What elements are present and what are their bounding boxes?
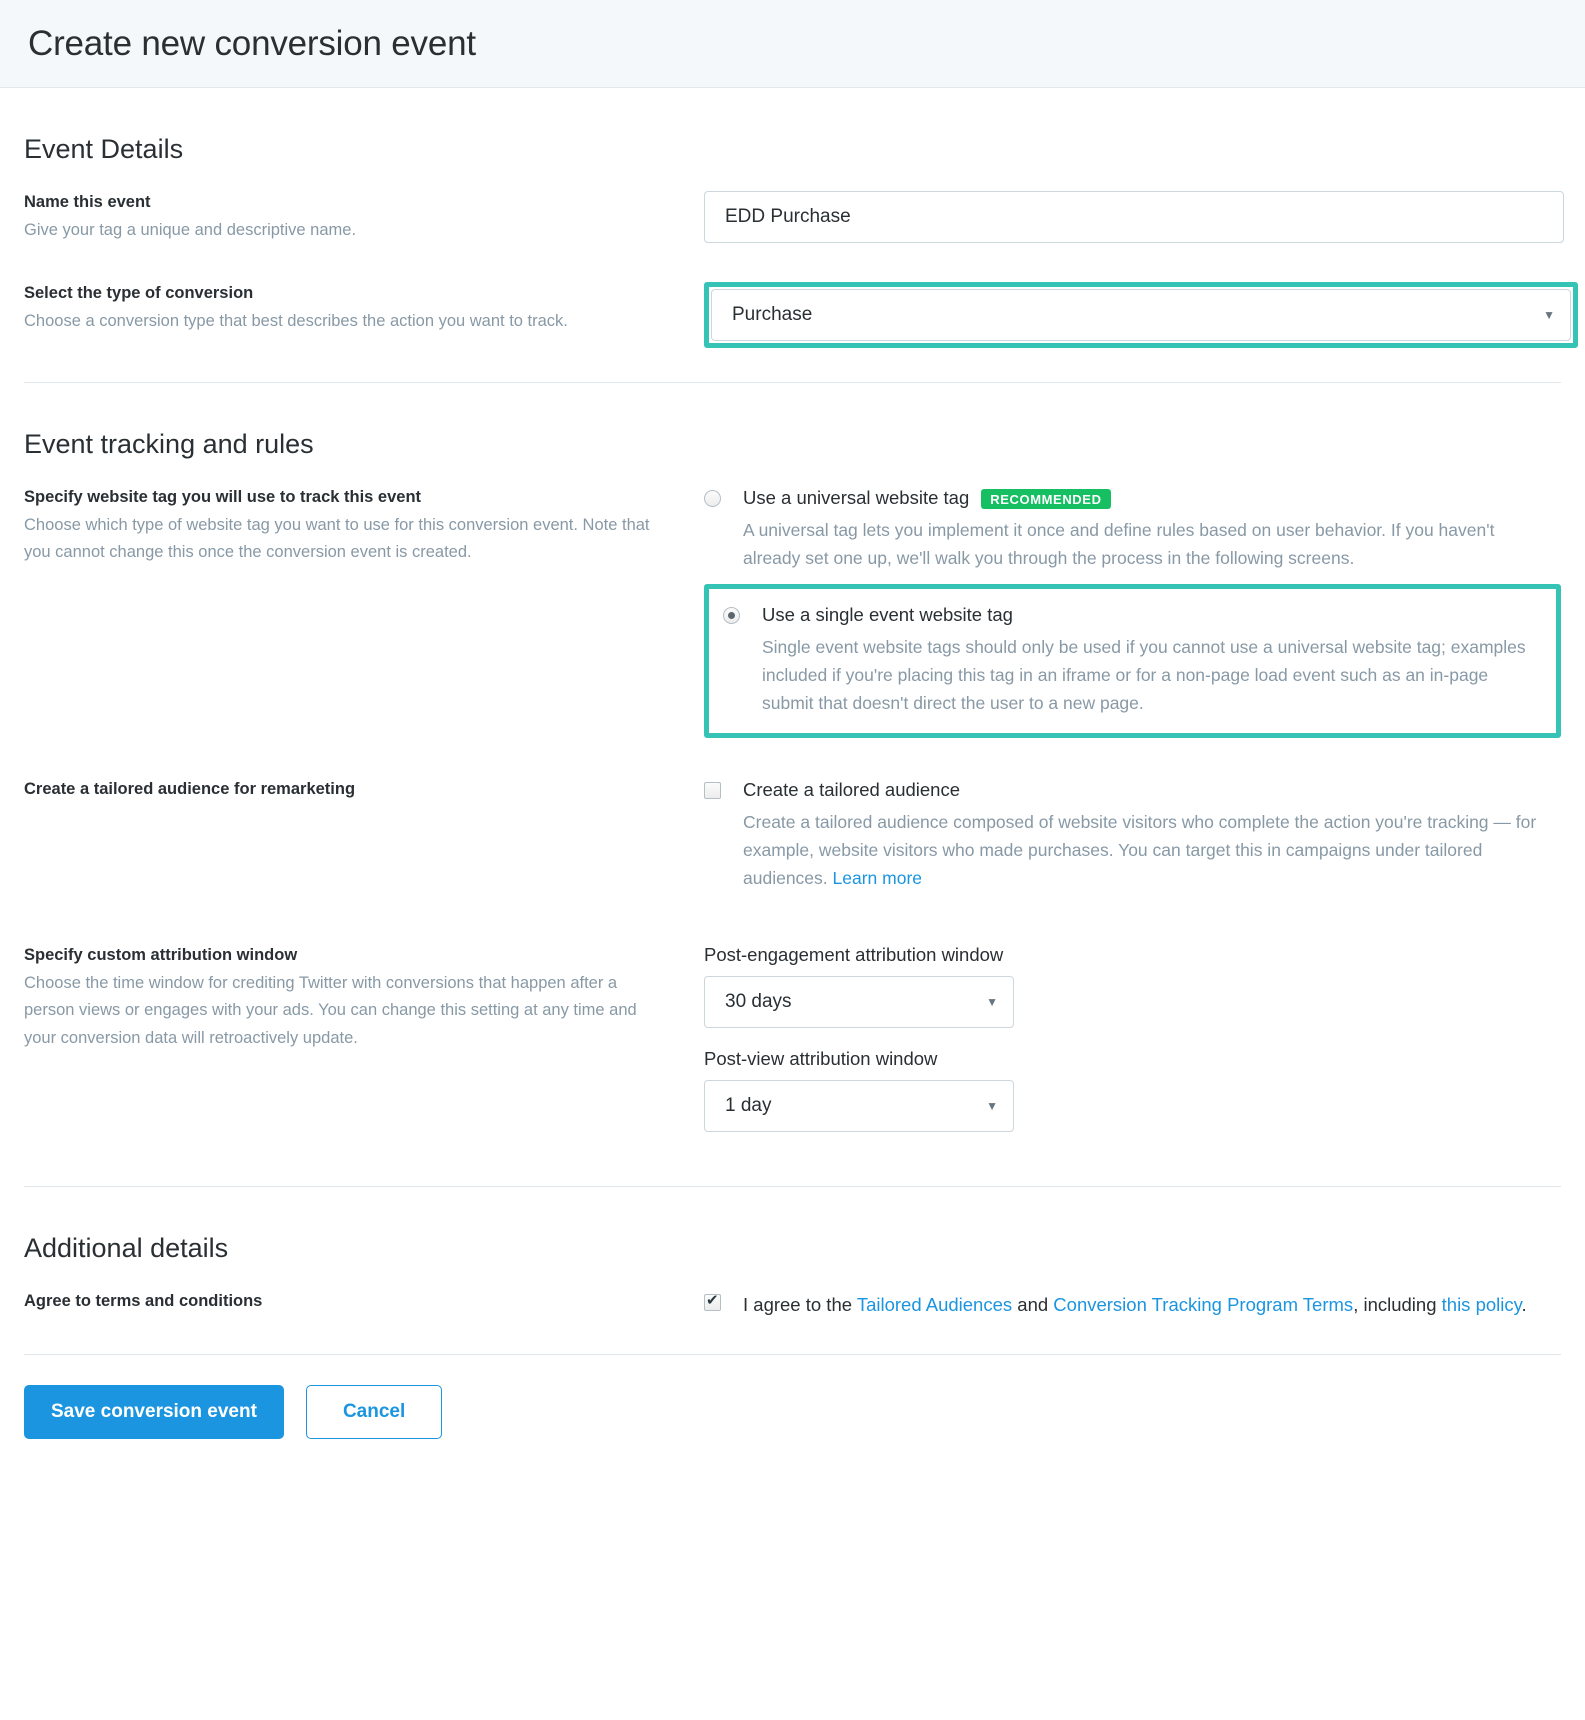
conversion-type-label: Select the type of conversion [24, 284, 254, 303]
website-tag-label-group [24, 486, 704, 566]
post-view-label: Post-view attribution window [704, 1048, 938, 1070]
row-tailored-audience [24, 778, 1561, 892]
tailored-audience-description-text: Create a tailored audience composed of website visitors who complete the action you're tracking — for example, website visitors who made purchases. You can target this in campaigns under tailored audiences. [743, 812, 1537, 888]
page-content [0, 134, 1585, 1355]
conversion-type-label-group [24, 282, 704, 335]
terms-text-1: I agree to the [743, 1294, 857, 1316]
section-title-tracking-rules: Event tracking and rules [24, 429, 314, 460]
single-event-tag-highlight [704, 584, 1561, 738]
conversion-type-select-wrap[interactable] [711, 289, 1571, 341]
event-name-input[interactable] [704, 191, 1564, 243]
post-view-select-wrap[interactable] [704, 1080, 1014, 1132]
post-engagement-label: Post-engagement attribution window [704, 944, 1004, 966]
row-name-this-event [24, 191, 1561, 244]
terms-field-group [704, 1290, 1561, 1320]
checkbox-option-tailored-audience[interactable] [704, 778, 1561, 892]
post-engagement-select[interactable] [704, 976, 1014, 1028]
tailored-audience-option-title: Create a tailored audience [743, 779, 961, 801]
chevron-down-icon: ▼ [986, 995, 998, 1010]
row-website-tag [24, 486, 1561, 738]
section-title-event-details: Event Details [24, 134, 184, 164]
section-title-additional-details: Additional details [24, 1233, 229, 1264]
tailored-audience-description [743, 809, 1543, 892]
status-badge-recommended: RECOMMENDED [981, 489, 1110, 509]
terms-text [743, 1290, 1527, 1320]
terms-label: Agree to terms and conditions [24, 1292, 263, 1311]
name-event-label-group [24, 191, 704, 244]
row-terms [24, 1290, 1561, 1320]
single-event-tag-body [762, 603, 1540, 717]
post-view-group [704, 1048, 1561, 1132]
post-engagement-value: 30 days [725, 991, 792, 1013]
checkbox-tailored-audience[interactable] [704, 782, 721, 799]
conversion-tracking-terms-link[interactable]: Conversion Tracking Program Terms [1053, 1294, 1354, 1316]
terms-text-3: , including [1353, 1294, 1442, 1316]
single-event-tag-description: Single event website tags should only be used if you cannot use a universal website tag; examples included if you're placing this tag in an iframe or for a non-page load event such as an in-page submit that doesn't direct the user to a new page. [762, 637, 1526, 713]
save-conversion-event-button[interactable]: Save conversion event [24, 1385, 284, 1439]
chevron-down-icon: ▼ [1543, 308, 1555, 323]
name-event-field-group [704, 191, 1564, 243]
divider-1 [24, 382, 1561, 383]
terms-text-2: and [1012, 1294, 1054, 1316]
checkbox-agree-terms[interactable] [704, 1294, 721, 1311]
attribution-label-group [24, 944, 704, 1052]
this-policy-link[interactable]: this policy [1441, 1294, 1522, 1316]
tailored-audience-label: Create a tailored audience for remarketing [24, 780, 356, 799]
checkbox-option-terms[interactable] [704, 1290, 1561, 1320]
page-title: Create new conversion event [28, 23, 476, 63]
radio-single-event-tag[interactable] [723, 607, 740, 624]
form-action-bar [0, 1355, 1585, 1479]
universal-tag-title: Use a universal website tag [743, 487, 970, 509]
chevron-down-icon: ▼ [986, 1099, 998, 1114]
conversion-type-select[interactable] [711, 289, 1571, 341]
learn-more-link[interactable]: Learn more [832, 867, 923, 888]
conversion-type-field-group [704, 282, 1578, 348]
divider-2 [24, 1186, 1561, 1187]
post-engagement-select-wrap[interactable] [704, 976, 1014, 1028]
terms-text-4: . [1521, 1294, 1527, 1316]
attribution-description: Choose the time window for crediting Twitter with conversions that happen after a person views or engages with your ads. You can change this setting at any time and your conversion data will retroactively update. [24, 974, 637, 1047]
conversion-type-highlight [704, 282, 1578, 348]
radio-option-single-event-tag[interactable] [723, 603, 1540, 717]
attribution-label: Specify custom attribution window [24, 946, 298, 965]
single-event-tag-title: Use a single event website tag [762, 604, 1013, 626]
post-view-value: 1 day [725, 1095, 772, 1117]
website-tag-label: Specify website tag you will use to track this event [24, 488, 422, 507]
universal-tag-title-row [743, 486, 1543, 511]
terms-body [743, 1290, 1527, 1320]
radio-option-universal-tag[interactable] [704, 486, 1561, 572]
terms-label-group [24, 1290, 704, 1314]
name-event-description: Give your tag a unique and descriptive name. [24, 220, 357, 239]
row-conversion-type [24, 282, 1561, 348]
radio-universal-tag[interactable] [704, 490, 721, 507]
row-attribution-window [24, 944, 1561, 1152]
conversion-type-description: Choose a conversion type that best describes the action you want to track. [24, 312, 568, 331]
cancel-button[interactable]: Cancel [306, 1385, 442, 1439]
website-tag-description: Choose which type of website tag you want to use for this conversion event. Note that you cannot change this once the conversion event is created. [24, 516, 650, 562]
universal-tag-description: A universal tag lets you implement it once and define rules based on user behavior. If you haven't already set one up, we'll walk you through the process in the following screens. [743, 520, 1495, 568]
page-header [0, 0, 1585, 88]
post-engagement-group [704, 944, 1561, 1028]
name-event-label: Name this event [24, 193, 151, 211]
tailored-audience-label-group [24, 778, 704, 802]
universal-tag-body [743, 486, 1543, 572]
website-tag-options [704, 486, 1561, 738]
tailored-audience-body [743, 778, 1543, 892]
attribution-field-group [704, 944, 1561, 1152]
post-view-select[interactable] [704, 1080, 1014, 1132]
conversion-type-value: Purchase [732, 304, 813, 326]
tailored-audience-field-group [704, 778, 1561, 892]
tailored-audiences-link[interactable]: Tailored Audiences [856, 1294, 1013, 1316]
